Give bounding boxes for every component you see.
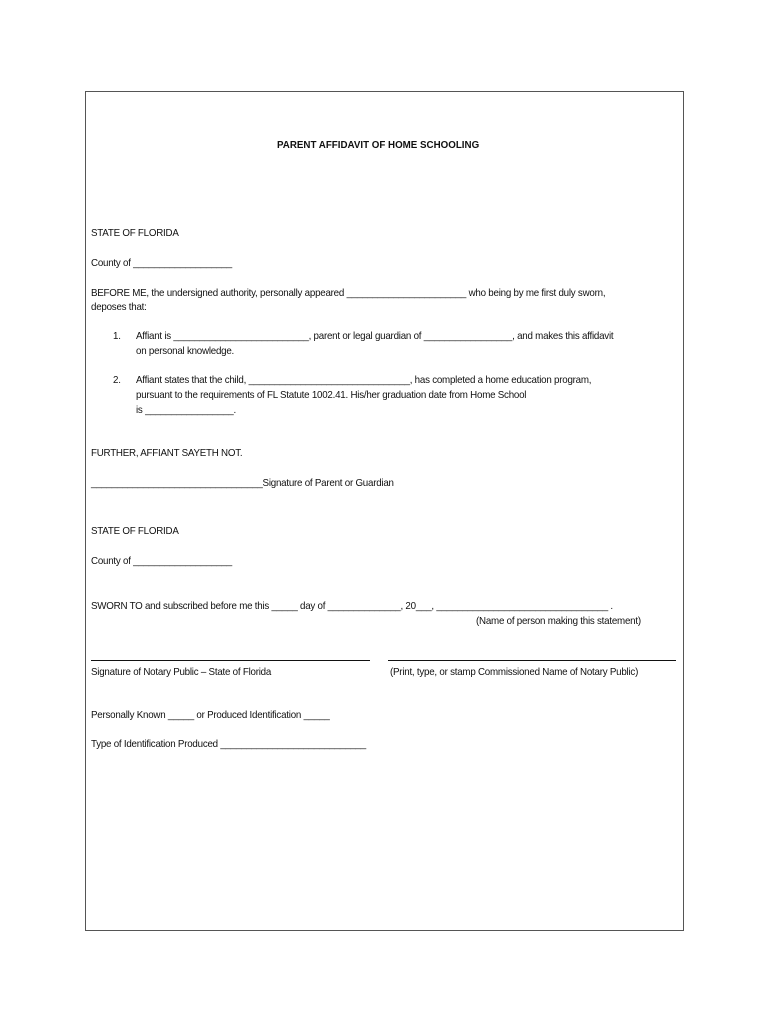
item-2-line-1: Affiant states that the child, _______________________________, has completed a home education program, (136, 374, 592, 386)
notary-signature-rule (91, 660, 370, 661)
state-heading-2: STATE OF FLORIDA (91, 525, 179, 537)
item-2-line-3: is _________________. (136, 404, 236, 416)
identification-type-line: Type of Identification Produced ____________________________ (91, 738, 366, 750)
notary-signature-label: Signature of Notary Public – State of Florida (91, 666, 272, 678)
before-me-line-1: BEFORE ME, the undersigned authority, personally appeared _______________________ who being by me first duly sworn, (91, 287, 606, 299)
item-1-line-1: Affiant is __________________________, parent or legal guardian of _________________, and makes this affidavit (136, 330, 614, 342)
state-heading-1: STATE OF FLORIDA (91, 227, 179, 239)
sworn-caption: (Name of person making this statement) (476, 615, 641, 627)
personally-known-line: Personally Known _____ or Produced Identification _____ (91, 709, 330, 721)
county-line-2: County of ___________________ (91, 555, 232, 567)
sworn-line: SWORN TO and subscribed before me this _____ day of ______________, 20___, _________________________________ . (91, 600, 613, 612)
item-1-number: 1. (113, 330, 121, 342)
item-1-line-2: on personal knowledge. (136, 345, 235, 357)
county-line-1: County of ___________________ (91, 257, 232, 269)
notary-name-label: (Print, type, or stamp Commissioned Name of Notary Public) (390, 666, 639, 678)
item-2-number: 2. (113, 374, 121, 386)
document-frame (85, 91, 684, 931)
further-affiant-line: FURTHER, AFFIANT SAYETH NOT. (91, 447, 243, 459)
document-title: PARENT AFFIDAVIT OF HOME SCHOOLING (277, 139, 480, 151)
notary-name-rule (388, 660, 676, 661)
before-me-line-2: deposes that: (91, 301, 147, 313)
item-2-line-2: pursuant to the requirements of FL Statute 1002.41. His/her graduation date from Home School (136, 389, 527, 401)
parent-signature-line: _________________________________Signature of Parent or Guardian (91, 477, 394, 489)
